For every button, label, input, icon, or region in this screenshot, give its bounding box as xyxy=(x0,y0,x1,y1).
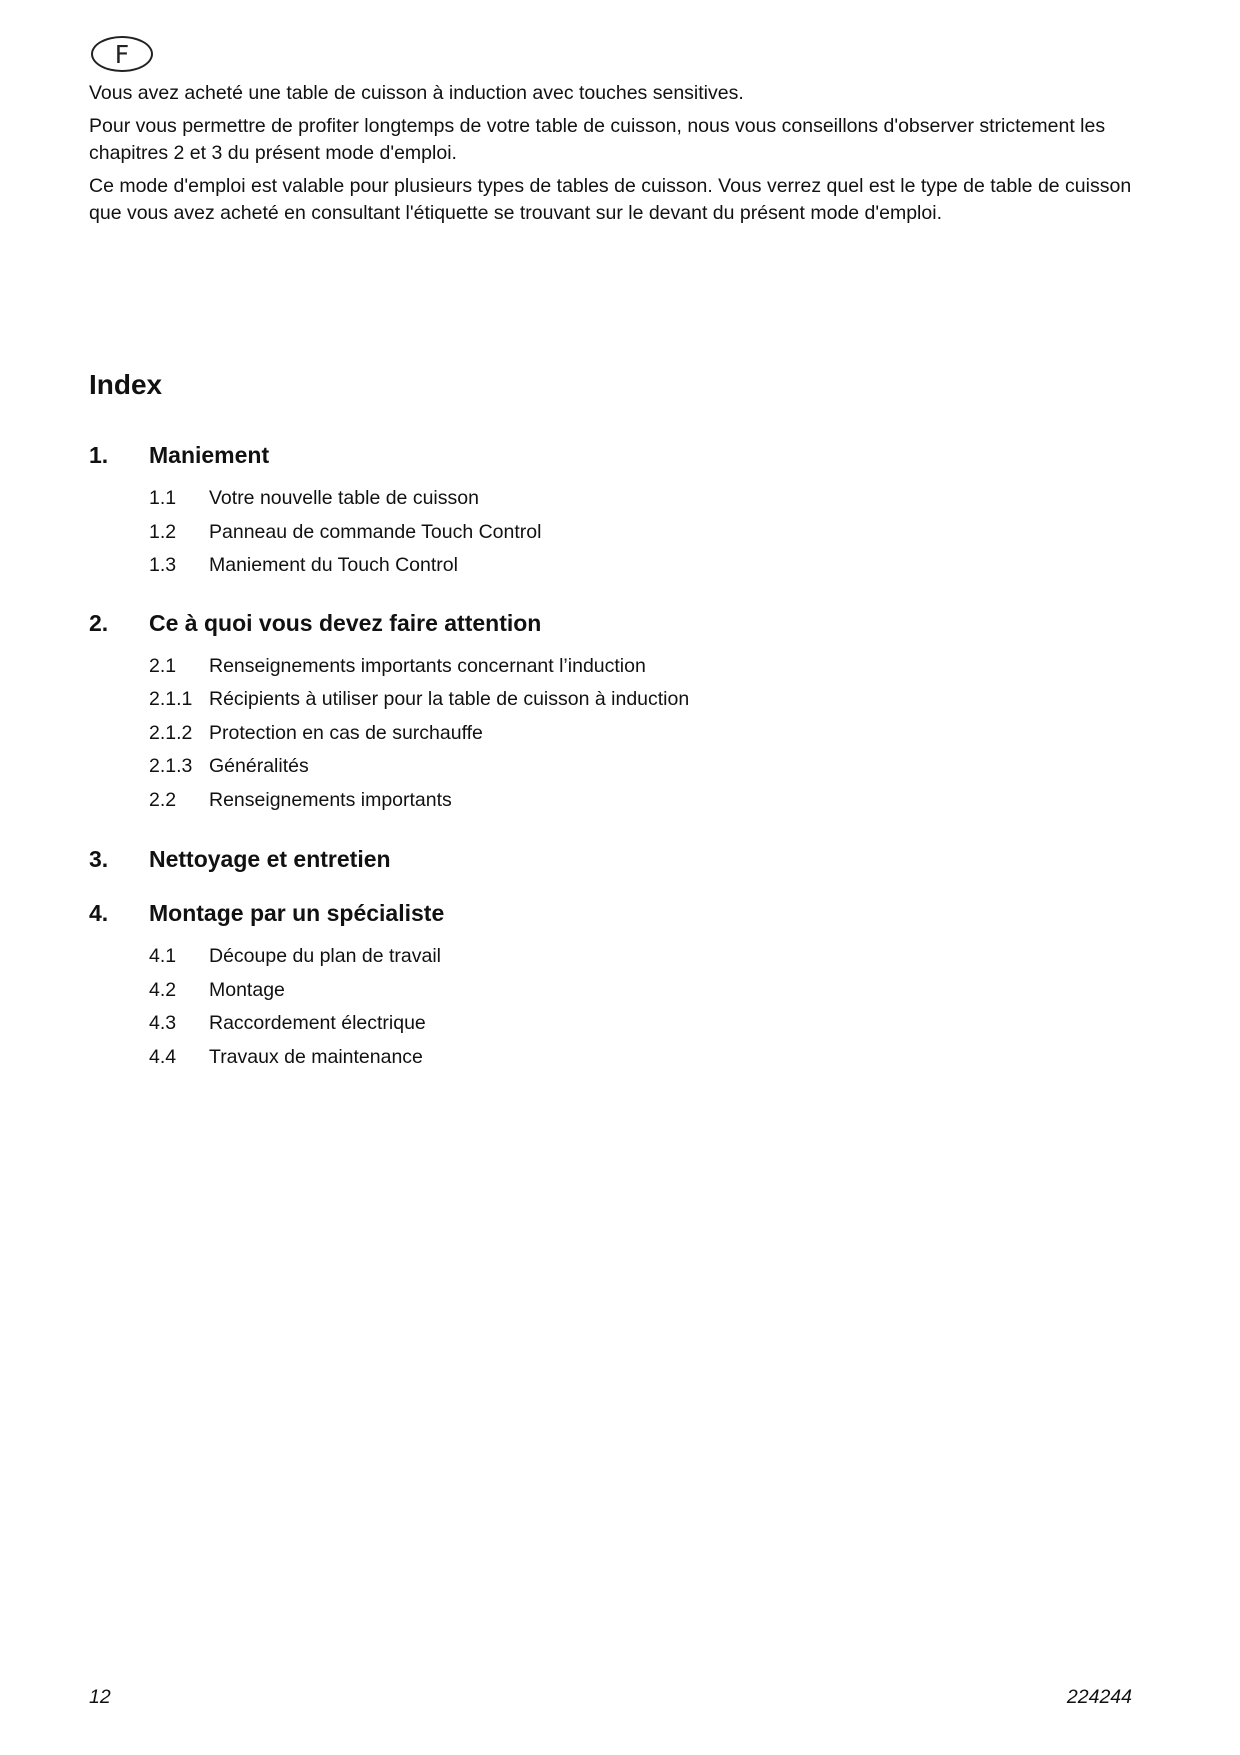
toc-subsection-title: Découpe du plan de travail xyxy=(209,945,441,967)
index-title: Index xyxy=(89,369,163,400)
toc-section-title: Ce à quoi vous devez faire attention xyxy=(149,609,542,636)
toc-subsection xyxy=(89,784,1089,818)
toc-section xyxy=(89,440,1089,583)
toc-subsection-title: Travaux de maintenance xyxy=(209,1045,423,1068)
toc-subsection xyxy=(89,717,1089,751)
intro-text xyxy=(89,80,1149,233)
toc-subsection-list xyxy=(89,650,1089,818)
toc-subsection-number: 2.1 xyxy=(149,654,177,677)
toc-section-number: 1. xyxy=(89,442,109,468)
toc-subsection-list xyxy=(89,482,1089,583)
toc-section-title: Montage par un spécialiste xyxy=(149,900,445,926)
table-of-contents xyxy=(89,440,1089,1074)
toc-subsection-number: 2.1.3 xyxy=(149,755,193,777)
toc-section-heading xyxy=(89,844,1089,874)
language-badge: F xyxy=(91,36,153,72)
toc-section-title: Nettoyage et entretien xyxy=(149,846,391,872)
toc-subsection-title: Récipients à utiliser pour la table de cuisson à induction xyxy=(209,688,690,710)
document-number: 224244 xyxy=(1066,1686,1132,1708)
toc-subsection xyxy=(89,1041,1089,1075)
toc-subsection-list xyxy=(89,940,1089,1074)
toc-subsection-number: 1.2 xyxy=(149,520,177,543)
toc-subsection-title: Renseignements importants xyxy=(209,788,452,811)
toc-section-heading xyxy=(89,440,1089,470)
toc-subsection-number: 4.1 xyxy=(149,945,177,967)
toc-subsection xyxy=(89,1007,1089,1041)
toc-subsection-title: Raccordement électrique xyxy=(209,1012,426,1034)
intro-paragraph: Pour vous permettre de profiter longtemps de votre table de cuisson, nous vous conseillons d'observer strictement les chapitres 2 et 3 du présent mode d'emploi. xyxy=(89,115,1106,164)
page-number: 12 xyxy=(89,1686,111,1708)
toc-section xyxy=(89,844,1089,874)
toc-subsection-number: 2.1.2 xyxy=(149,721,193,744)
toc-section xyxy=(89,898,1089,1074)
toc-section-heading xyxy=(89,898,1089,928)
toc-section-number: 4. xyxy=(89,900,109,926)
toc-subsection-number: 1.1 xyxy=(149,487,177,509)
toc-subsection-title: Renseignements importants concernant l’induction xyxy=(209,654,646,677)
intro-paragraph: Ce mode d'emploi est valable pour plusieurs types de tables de cuisson. Vous verrez quel est le type de table de cuisson que vous avez acheté en consultant l'étiquette se trouvant sur le devant du présent mode d'emploi. xyxy=(89,175,1132,224)
toc-subsection-title: Maniement du Touch Control xyxy=(209,554,458,576)
toc-subsection-number: 4.3 xyxy=(149,1012,177,1034)
toc-subsection xyxy=(89,482,1089,516)
toc-subsection xyxy=(89,549,1089,583)
toc-subsection-title: Votre nouvelle table de cuisson xyxy=(209,487,479,509)
toc-subsection-number: 2.2 xyxy=(149,788,177,811)
toc-section-heading xyxy=(89,608,1089,638)
toc-subsection-number: 4.4 xyxy=(149,1045,177,1068)
toc-subsection xyxy=(89,974,1089,1008)
toc-subsection xyxy=(89,683,1089,717)
toc-section-number: 2. xyxy=(89,609,109,636)
toc-subsection xyxy=(89,750,1089,784)
toc-subsection-title: Généralités xyxy=(209,755,309,777)
toc-subsection xyxy=(89,650,1089,684)
toc-subsection-number: 1.3 xyxy=(149,554,177,576)
intro-paragraph: Vous avez acheté une table de cuisson à induction avec touches sensitives. xyxy=(89,82,744,104)
toc-subsection-number: 2.1.1 xyxy=(149,688,193,710)
toc-section-title: Maniement xyxy=(149,442,270,468)
toc-subsection xyxy=(89,516,1089,550)
toc-subsection-title: Panneau de commande Touch Control xyxy=(209,520,542,543)
toc-subsection-number: 4.2 xyxy=(149,978,177,1001)
toc-subsection xyxy=(89,940,1089,974)
toc-subsection-title: Protection en cas de surchauffe xyxy=(209,721,483,744)
toc-section-number: 3. xyxy=(89,846,109,872)
toc-section xyxy=(89,608,1089,818)
toc-subsection-title: Montage xyxy=(209,978,285,1001)
